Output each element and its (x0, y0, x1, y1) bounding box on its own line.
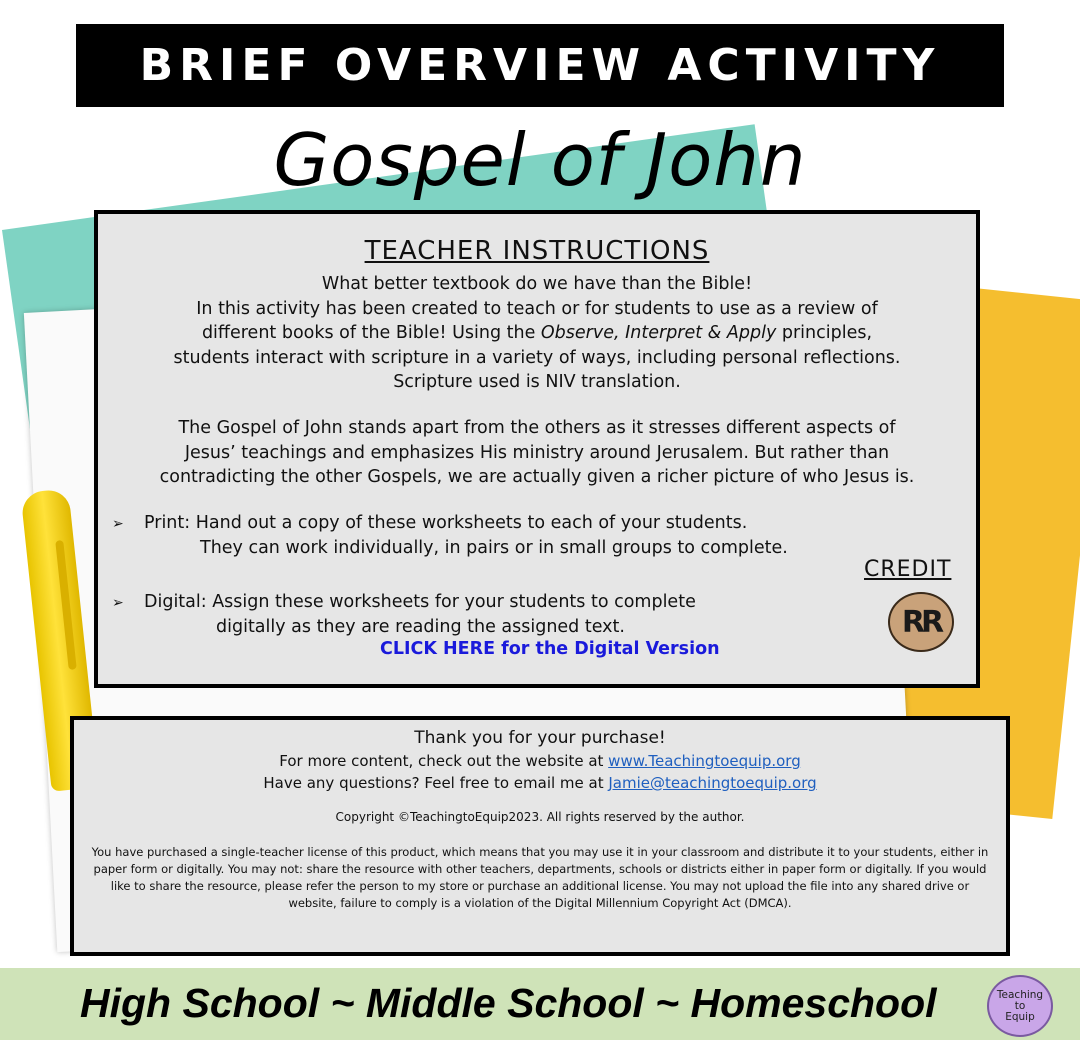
teaching-to-equip-logo (987, 975, 1053, 1037)
title-banner (76, 24, 1004, 107)
digital-bullet-line-2: digitally as they are reading the assigned text. (216, 617, 625, 637)
gospel-description-paragraph (98, 416, 976, 490)
digital-version-link[interactable]: CLICK HERE for the Digital Version (380, 639, 720, 659)
email-link[interactable]: Jamie@teachingtoequip.org (608, 774, 817, 792)
instructions-heading: TEACHER INSTRUCTIONS (364, 236, 710, 266)
license-notice: You have purchased a single-teacher license of this product, which means that you may use it in your classroom and distribute it to your students, either in paper form or digitally. You may not: share the resource with other teachers, departments, schools or districts either in paper form or digitally. If you would like to share the resource, please refer the person to my store or purchase an additional license. You may not upload the file into any shared drive or website, failure to comply is a violation of the Digital Millennium Copyright Act (DMCA). (91, 845, 989, 910)
print-bullet (112, 511, 788, 560)
intro-line-1: What better textbook do we have than the Bible! (321, 274, 753, 294)
page-title: BRIEF OVERVIEW ACTIVITY (139, 40, 941, 91)
logo-line-1: Teaching (996, 988, 1044, 1001)
print-bullet-line-1: Print: Hand out a copy of these worksheets to each of your students. (144, 513, 748, 533)
print-bullet-line-2: They can work individually, in pairs or in small groups to complete. (200, 538, 788, 558)
email-prefix: Have any questions? Feel free to email me at (263, 774, 609, 792)
logo-line-2: to (1014, 999, 1026, 1012)
description-line-2: Jesus’ teachings and emphasizes His ministry around Jerusalem. But rather than (184, 442, 890, 463)
intro-line-3 (98, 321, 976, 346)
digital-bullet-line-1: Digital: Assign these worksheets for your students to complete (144, 592, 696, 612)
thank-you-line: Thank you for your purchase! (414, 728, 666, 748)
logo-line-3: Equip (1005, 1010, 1035, 1023)
bullet-arrow-icon: ➢ (112, 516, 124, 532)
principles-emphasis: Observe, Interpret & Apply (540, 323, 777, 343)
website-prefix: For more content, check out the website at (279, 752, 609, 770)
audience-text: High School ~ Middle School ~ Homeschool (80, 980, 937, 1026)
intro-line-5: Scripture used is NIV translation. (393, 372, 681, 392)
credit-logo-letters: RR (901, 604, 941, 640)
digital-bullet (112, 590, 696, 639)
page-subtitle: Gospel of John (273, 118, 807, 202)
footer-banner (0, 968, 1080, 1040)
thank-you-box (70, 716, 1010, 956)
credit-label: CREDIT (864, 557, 952, 582)
intro-paragraph (98, 272, 976, 395)
intro-line-4: students interact with scripture in a variety of ways, including personal reflections. (173, 347, 901, 368)
intro-line-2: In this activity has been created to teach or for students to use as a review of (196, 298, 878, 319)
email-line (74, 774, 1006, 792)
bullet-arrow-icon: ➢ (112, 595, 124, 611)
intro-line-3-end: principles, (776, 323, 873, 343)
intro-line-3-start: different books of the Bible! Using the (201, 323, 541, 343)
website-link[interactable]: www.Teachingtoequip.org (608, 752, 801, 770)
credit-logo[interactable] (888, 592, 954, 652)
teacher-instructions-box (94, 210, 980, 688)
description-line-1: The Gospel of John stands apart from the others as it stresses different aspects of (178, 418, 896, 438)
copyright-notice: Copyright ©TeachingtoEquip2023. All rights reserved by the author. (335, 810, 745, 824)
description-line-3: contradicting the other Gospels, we are actually given a richer picture of who Jesus is. (159, 467, 915, 487)
website-line (74, 752, 1006, 770)
